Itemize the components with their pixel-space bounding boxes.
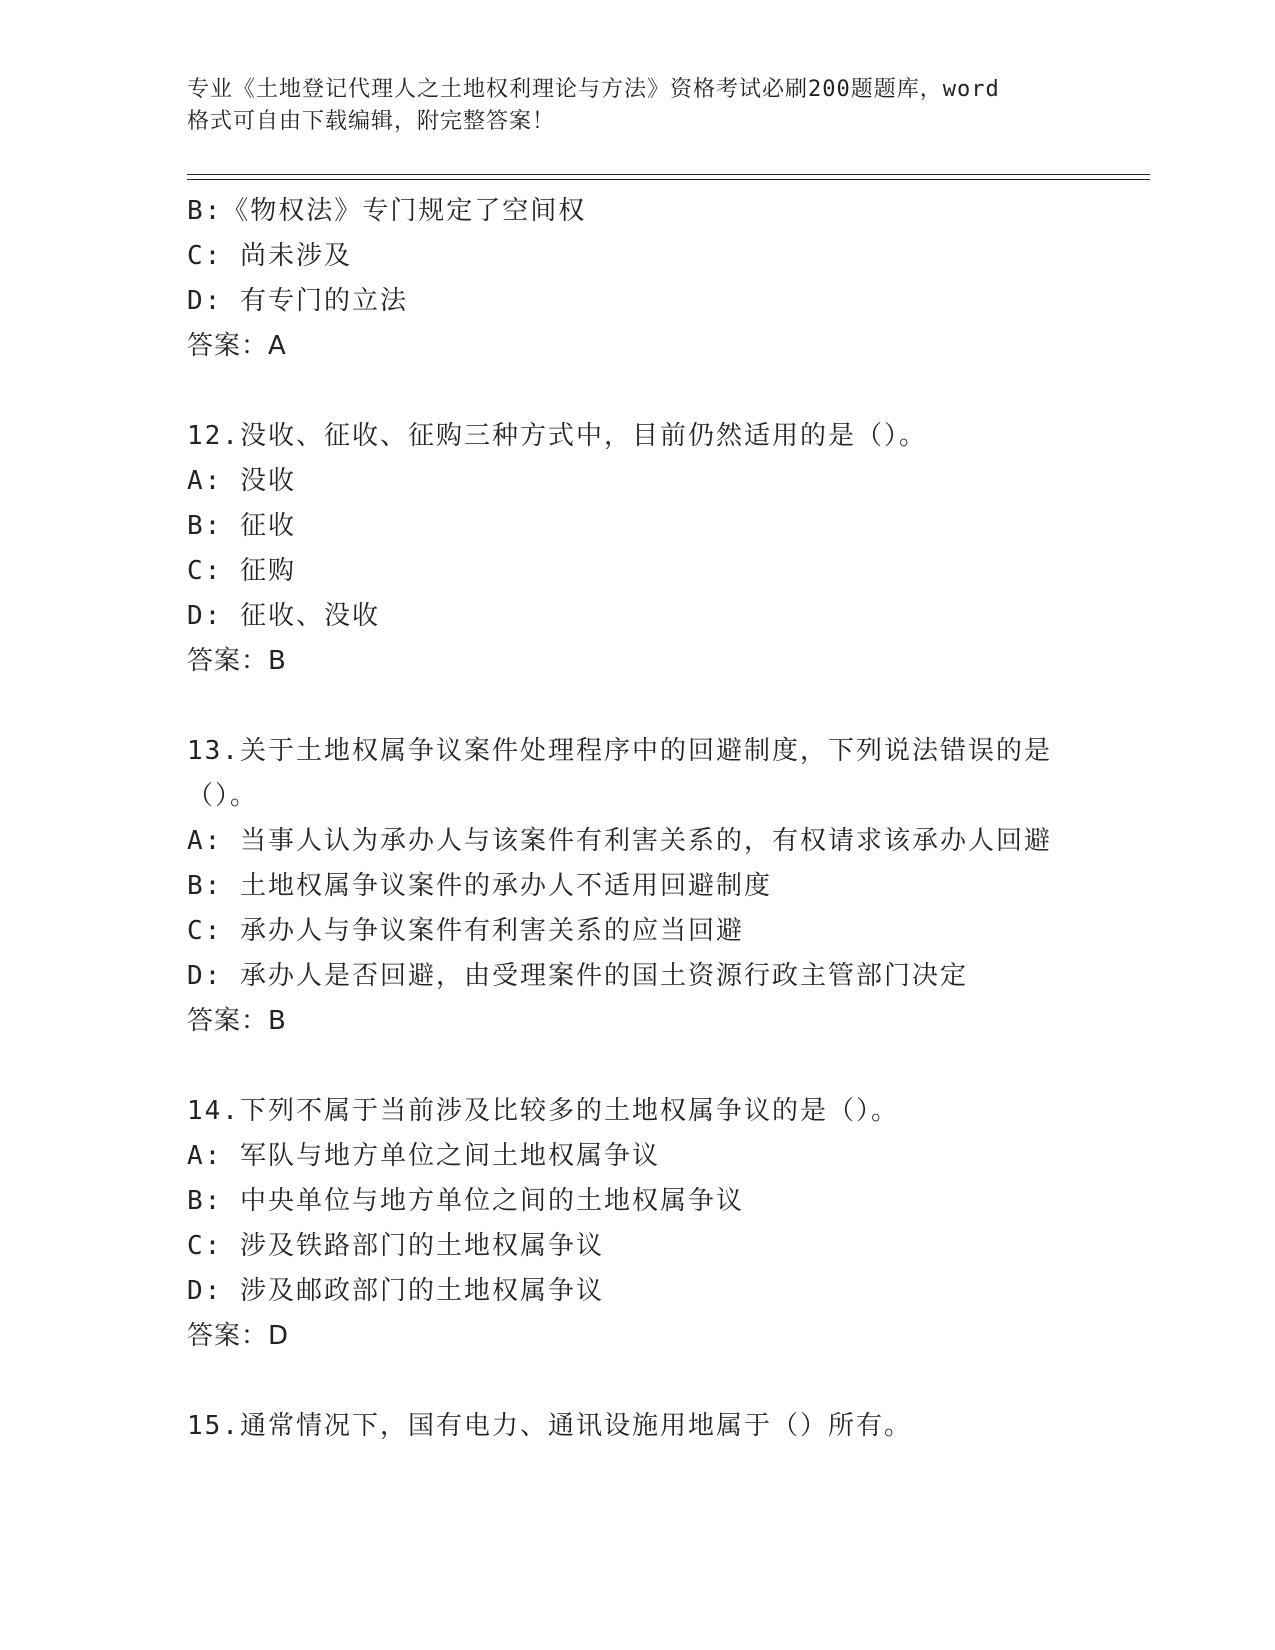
header-divider-bottom	[187, 179, 1150, 180]
answer: 答案：D	[187, 1321, 290, 1351]
question-13-block	[187, 729, 1087, 1044]
question-15-text: 15.通常情况下，国有电力、通讯设施用地属于（）所有。	[187, 1411, 912, 1441]
option-d: D: 有专门的立法	[187, 286, 408, 316]
question-14-text: 14.下列不属于当前涉及比较多的土地权属争议的是（）。	[187, 1096, 899, 1126]
question-13-text-line-1: 13.关于土地权属争议案件处理程序中的回避制度，下列说法错误的是	[187, 736, 1052, 766]
answer: 答案：B	[187, 1006, 287, 1036]
option-c: C: 尚未涉及	[187, 241, 352, 271]
option-b: B: 征收	[187, 511, 296, 541]
header-divider-top	[187, 174, 1150, 175]
option-d: D: 涉及邮政部门的土地权属争议	[187, 1276, 604, 1306]
option-a: A: 军队与地方单位之间土地权属争议	[187, 1141, 660, 1171]
question-12-text: 12.没收、征收、征购三种方式中，目前仍然适用的是（）。	[187, 421, 927, 451]
option-c: C: 涉及铁路部门的土地权属争议	[187, 1231, 604, 1261]
question-list	[187, 189, 1087, 1449]
option-b: B: 中央单位与地方单位之间的土地权属争议	[187, 1186, 744, 1216]
option-d: D: 征收、没收	[187, 601, 380, 631]
document-header	[187, 74, 1067, 138]
option-b: B: 土地权属争议案件的承办人不适用回避制度	[187, 871, 772, 901]
question-13-text-line-2: （）。	[187, 781, 259, 811]
answer: 答案：A	[187, 331, 287, 361]
option-c: C: 承办人与争议案件有利害关系的应当回避	[187, 916, 744, 946]
question-15-block	[187, 1404, 1087, 1449]
option-b: B:《物权法》专门规定了空间权	[187, 196, 587, 226]
prev-question-block	[187, 189, 1087, 369]
header-title-line-1: 专业《土地登记代理人之土地权利理论与方法》资格考试必刷200题题库，word	[187, 77, 1000, 102]
option-c: C: 征购	[187, 556, 296, 586]
question-14-block	[187, 1089, 1087, 1359]
option-a: A: 当事人认为承办人与该案件有利害关系的，有权请求该承办人回避	[187, 826, 1052, 856]
question-12-block	[187, 414, 1087, 684]
answer: 答案：B	[187, 646, 287, 676]
header-title-line-2: 格式可自由下载编辑，附完整答案！	[187, 109, 556, 134]
option-d: D: 承办人是否回避，由受理案件的国土资源行政主管部门决定	[187, 961, 968, 991]
option-a: A: 没收	[187, 466, 296, 496]
